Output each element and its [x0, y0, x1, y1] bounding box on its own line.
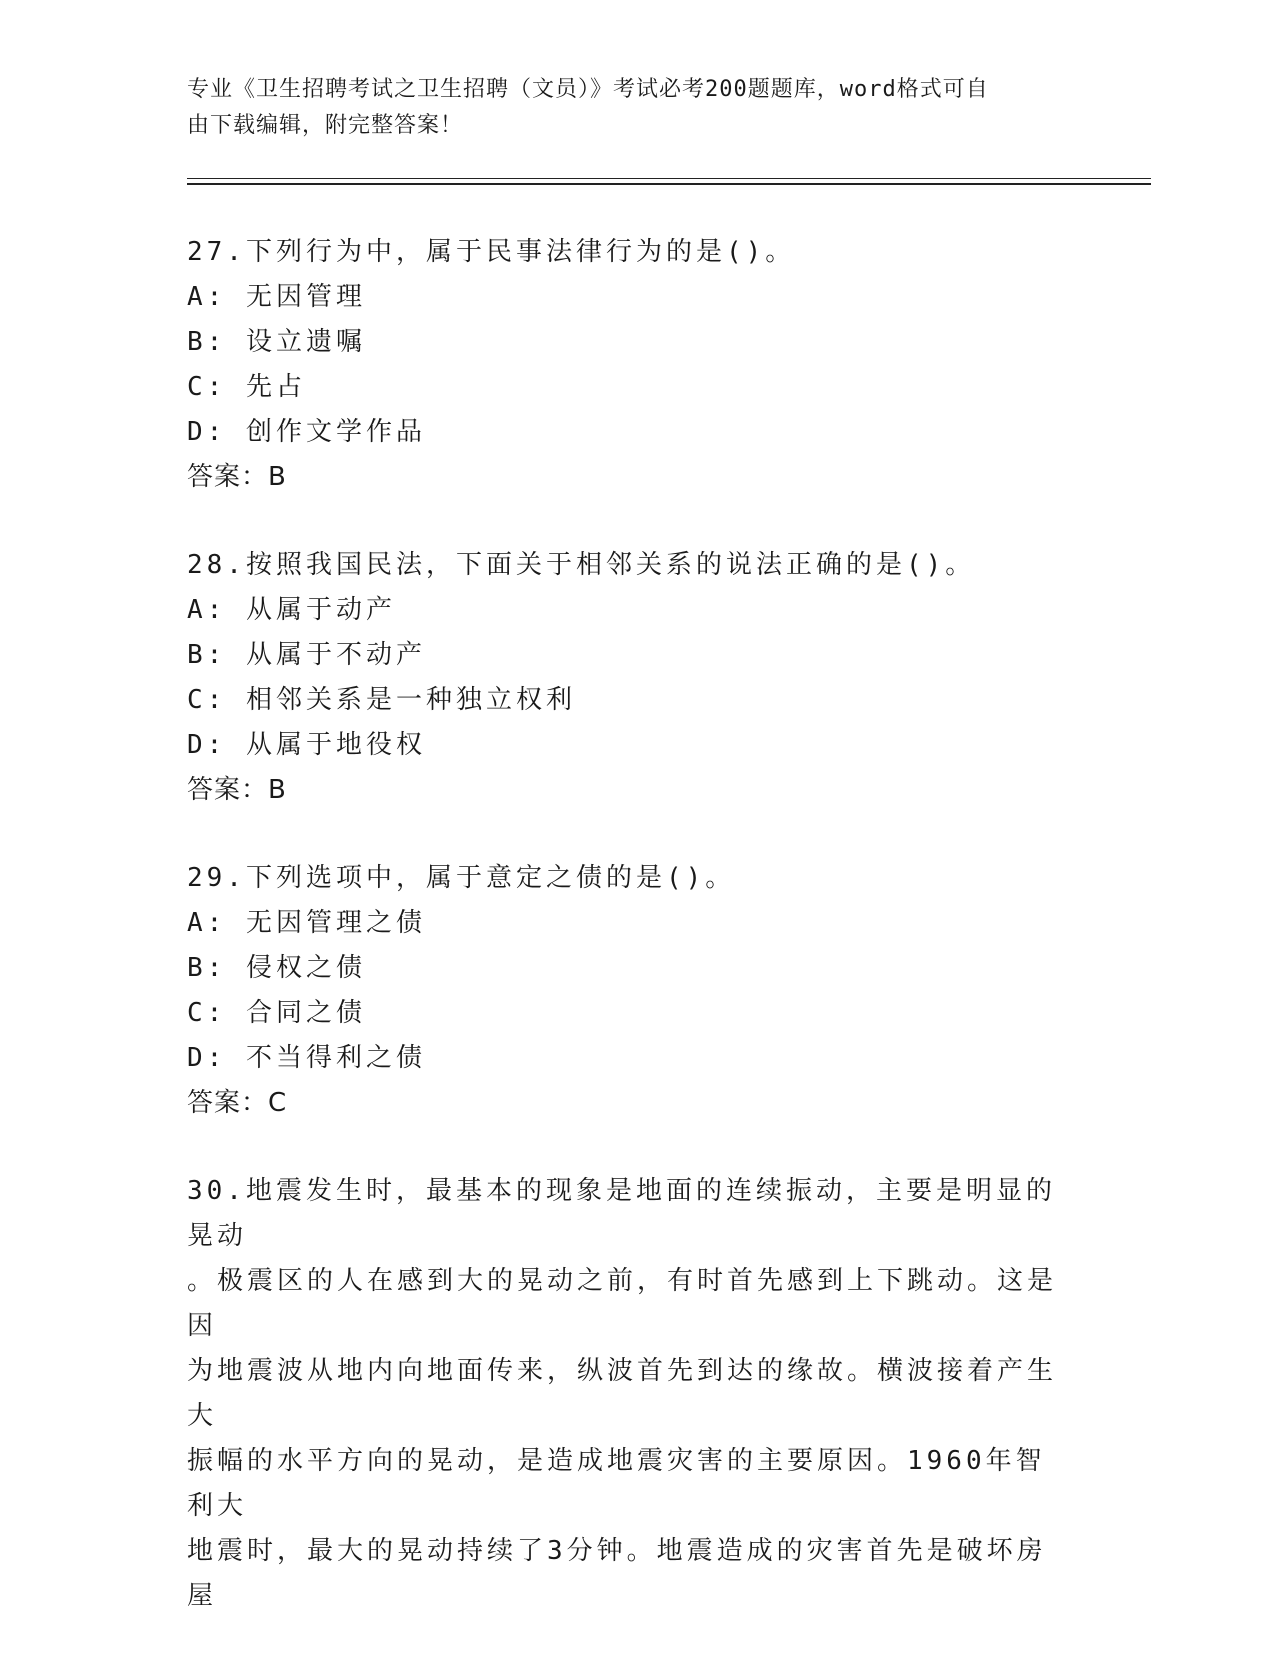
answer-label: 答案：B: [187, 462, 287, 492]
option-a: A: 无因管理之债: [187, 908, 426, 938]
header-divider-top: [187, 178, 1151, 179]
question-title: 28.按照我国民法，下面关于相邻关系的说法正确的是()。: [187, 550, 976, 580]
header-line-2: 由下载编辑，附完整答案！: [187, 113, 464, 138]
option-d: D: 从属于地役权: [187, 730, 426, 760]
question-text-line: 。极震区的人在感到大的晃动之前，有时首先感到上下跳动。这是因: [187, 1266, 1058, 1341]
question-list: [187, 230, 1087, 1662]
option-c: C: 相邻关系是一种独立权利: [187, 685, 576, 715]
question-28: [187, 543, 1087, 813]
question-27: [187, 230, 1087, 500]
option-b: B: 侵权之债: [187, 953, 366, 983]
question-29: [187, 856, 1087, 1126]
option-d: D: 创作文学作品: [187, 417, 426, 447]
header-divider-bottom: [187, 183, 1151, 185]
header-line-1: 专业《卫生招聘考试之卫生招聘（文员）》考试必考200题题库，word格式可自: [187, 77, 989, 102]
option-d: D: 不当得利之债: [187, 1043, 426, 1073]
question-text-line: 为地震波从地内向地面传来，纵波首先到达的缘故。横波接着产生大: [187, 1356, 1058, 1431]
question-title: 29.下列选项中，属于意定之债的是()。: [187, 863, 736, 893]
option-c: C: 先占: [187, 372, 306, 402]
question-title: 27.下列行为中，属于民事法律行为的是()。: [187, 237, 796, 267]
option-a: A: 无因管理: [187, 282, 366, 312]
question-text-line: 30.地震发生时，最基本的现象是地面的连续振动，主要是明显的晃动: [187, 1176, 1056, 1251]
answer-label: 答案：B: [187, 775, 287, 805]
option-b: B: 设立遗嘱: [187, 327, 366, 357]
option-c: C: 合同之债: [187, 998, 366, 1028]
option-b: B: 从属于不动产: [187, 640, 426, 670]
option-a: A: 从属于动产: [187, 595, 396, 625]
question-text-line: 振幅的水平方向的晃动，是造成地震灾害的主要原因。1960年智利大: [187, 1446, 1046, 1521]
question-text-line: 地震时，最大的晃动持续了3分钟。地震造成的灾害首先是破坏房屋: [187, 1536, 1047, 1611]
question-30: [187, 1169, 1087, 1619]
answer-label: 答案：C: [187, 1088, 288, 1118]
document-header: [187, 72, 1087, 144]
